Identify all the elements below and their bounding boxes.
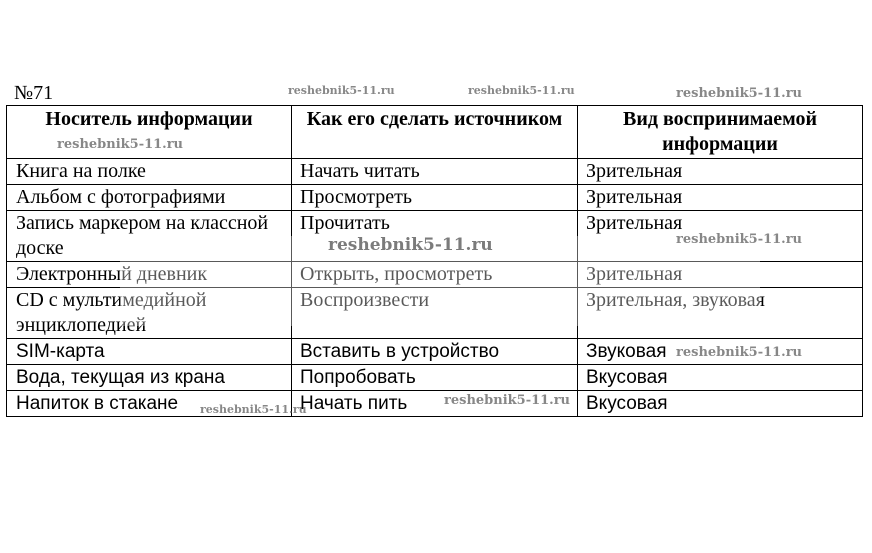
action-cell: Открыть, просмотреть xyxy=(292,262,578,288)
watermark-text: reshebnik5-11.ru xyxy=(200,403,307,416)
header-how-to-source: Как его сделать источником xyxy=(292,106,578,159)
table-row xyxy=(7,159,863,185)
watermark-text: reshebnik5-11.ru xyxy=(676,86,803,101)
action-cell: Воспроизвести xyxy=(292,288,578,339)
action-cell: Попробовать xyxy=(292,365,578,391)
carrier-cell: Запись маркером на классной доске xyxy=(7,211,292,262)
watermark-text: reshebnik5-11.ru xyxy=(288,84,395,97)
table-header-row xyxy=(7,106,863,159)
watermark-text: reshebnik5-11.ru xyxy=(328,235,493,255)
perception-cell: Звуковая xyxy=(578,339,863,365)
action-cell: Вставить в устройство xyxy=(292,339,578,365)
perception-cell: Зрительная xyxy=(578,159,863,185)
carrier-cell: Альбом с фотографиями xyxy=(7,185,292,211)
perception-cell: Вкусовая xyxy=(578,365,863,391)
perception-cell: Вкусовая xyxy=(578,391,863,417)
table-row xyxy=(7,339,863,365)
carrier-cell: SIM-карта xyxy=(7,339,292,365)
table-row xyxy=(7,211,863,262)
action-cell: Просмотреть xyxy=(292,185,578,211)
table-row xyxy=(7,288,863,339)
watermark-text: reshebnik5-11.ru xyxy=(57,137,184,152)
table-row xyxy=(7,391,863,417)
task-number: №71 xyxy=(14,82,54,104)
carrier-cell: Вода, текущая из крана xyxy=(7,365,292,391)
action-cell: Начать пить xyxy=(292,391,578,417)
watermark-text: reshebnik5-11.ru xyxy=(468,84,575,97)
carrier-cell: Электронный дневник xyxy=(7,262,292,288)
watermark-text: reshebnik5-11.ru xyxy=(444,393,571,408)
info-carriers-table xyxy=(6,105,863,417)
carrier-cell: Напиток в стакане xyxy=(7,391,292,417)
carrier-cell: CD с мультимедийной энциклопедией xyxy=(7,288,292,339)
table-row xyxy=(7,185,863,211)
perception-cell: Зрительная xyxy=(578,211,863,262)
action-cell: Начать читать xyxy=(292,159,578,185)
table-row xyxy=(7,365,863,391)
watermark-text: reshebnik5-11.ru xyxy=(676,345,803,360)
header-perception-type: Вид воспринимаемой информации xyxy=(578,106,863,159)
header-carrier: Носитель информации xyxy=(7,106,292,159)
perception-cell: Зрительная, звуковая xyxy=(578,288,863,339)
perception-cell: Зрительная xyxy=(578,185,863,211)
carrier-cell: Книга на полке xyxy=(7,159,292,185)
action-cell: Прочитать xyxy=(292,211,578,262)
watermark-text: reshebnik5-11.ru xyxy=(676,232,803,247)
perception-cell: Зрительная xyxy=(578,262,863,288)
table-row xyxy=(7,262,863,288)
